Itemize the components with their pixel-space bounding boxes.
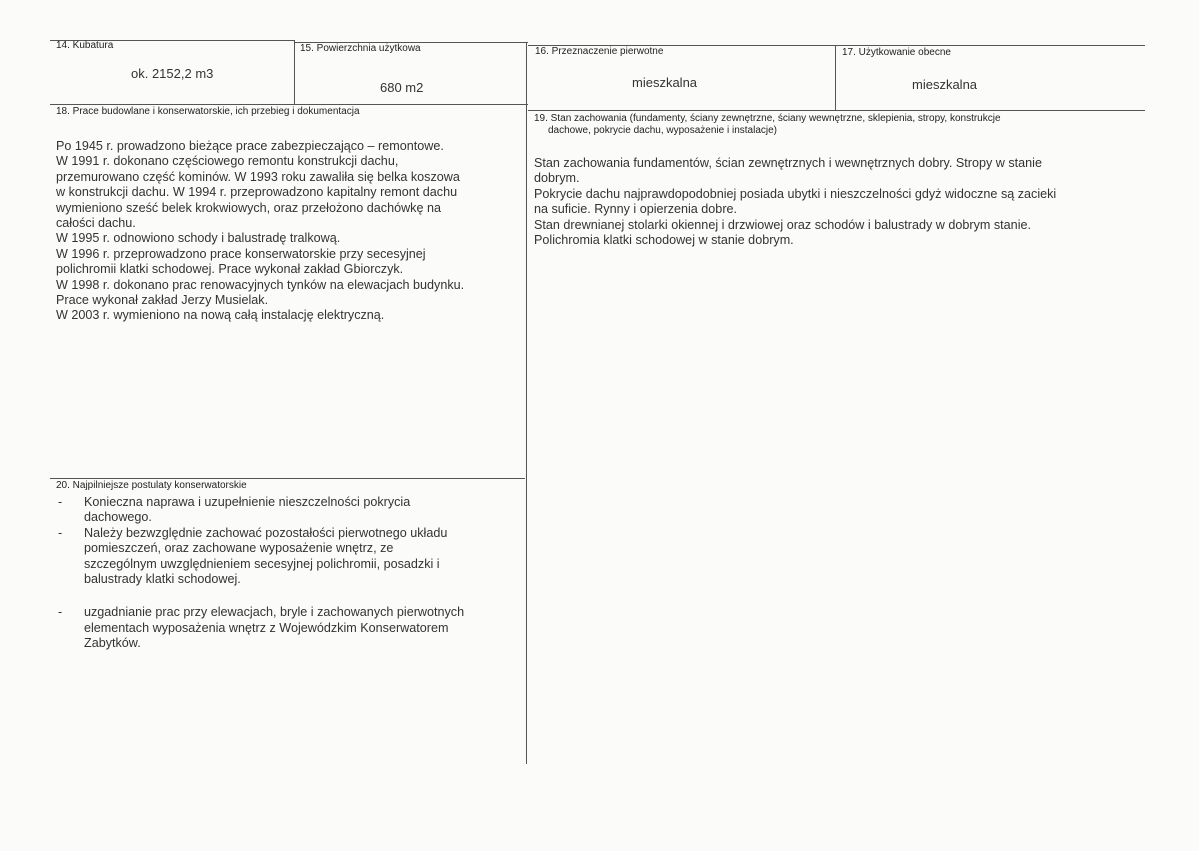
text-line: Konieczna naprawa i uzupełnienie nieszczelności pokrycia [84,495,411,509]
text-line: W 1996 r. przeprowadzono prace konserwatorskie przy secesyjnej [56,246,426,261]
list-item [58,526,523,588]
list-item [58,495,523,526]
divider-16-17 [835,45,836,110]
text-line: polichromii klatki schodowej. Prace wykonał zakład Gbiorczyk. [56,262,404,277]
text-line: pomieszczeń, oraz zachowane wyposażenie wnętrz, ze [84,541,394,556]
text-line: Pokrycie dachu najprawdopodobniej posiada ubytki i nieszczelności gdyż widoczne są zacieki [534,186,1057,201]
field-17-label: 17. Użytkowanie obecne [842,47,951,58]
text-line: Polichromia klatki schodowej w stanie dobrym. [534,233,794,248]
field-18-text [56,139,522,324]
field-18-label: 18. Prace budowlane i konserwatorskie, ich przebieg i dokumentacja [56,106,360,117]
text-line: Stan zachowania fundamentów, ścian zewnętrznych i wewnętrznych dobry. Stropy w stanie [534,156,1042,170]
field-16-label: 16. Przeznaczenie pierwotne [535,46,664,57]
field-15-value: 680 m2 [380,80,424,95]
bullet-dash: - [58,495,63,509]
field-20-label: 20. Najpilniejsze postulaty konserwatorskie [56,480,247,491]
text-line: elementach wyposażenia wnętrz z Wojewódzkim Konserwatorem [84,620,449,635]
text-line: całości dachu. [56,216,136,231]
field-15-label: 15. Powierzchnia użytkowa [300,43,421,54]
label-line: dachowe, pokrycie dachu, wyposażenie i instalacje) [548,125,778,136]
text-line: W 1995 r. odnowiono schody i balustradę tralkową. [56,231,341,246]
text-line: Po 1945 r. prowadzono bieżące prace zabezpieczająco – remontowe. [56,139,444,153]
text-line: dobrym. [534,171,580,186]
header-bottom-border [528,110,1145,111]
text-line: w konstrukcji dachu. W 1994 r. przeprowadzono kapitalny remont dachu [56,185,458,200]
field-16-value: mieszkalna [632,75,698,90]
text-line: W 2003 r. wymieniono na nową całą instalację elektryczną. [56,308,385,323]
section-20-top-border [50,478,525,479]
text-line: W 1991 r. dokonano częściowego remontu konstrukcji dachu, [56,154,399,169]
text-line: wymieniono sześć belek krokwiowych, oraz przełożono dachówkę na [56,200,441,215]
text-line: Zabytków. [84,636,141,651]
text-line: przemurowano część kominów. W 1993 roku zawaliła się belka koszowa [56,169,460,184]
text-line: W 1998 r. dokonano prac renowacyjnych tynków na elewacjach budynku. [56,277,465,292]
bullet-dash: - [58,525,63,540]
list-item [58,605,523,651]
field-19-label [534,113,1001,137]
text-line: dachowego. [84,510,152,525]
text-line: Prace wykonał zakład Jerzy Musielak. [56,293,269,308]
text-line: balustrady klatki schodowej. [84,572,241,587]
field-19-text [534,156,1134,248]
field-17-value: mieszkalna [912,77,978,92]
divider-14-15 [294,40,295,104]
divider-main [526,42,527,764]
header-bottom-border [50,104,528,105]
text-line: na suficie. Rynny i opierzenia dobre. [534,202,738,217]
text-line: szczególnym uwzględnieniem secesyjnej polichromii, posadzki i [84,556,440,571]
bullet-dash: - [58,605,63,620]
label-line: 19. Stan zachowania (fundamenty, ściany zewnętrzne, ściany wewnętrzne, sklepienia, stropy, konstrukcje [534,113,1001,124]
field-14-value: ok. 2152,2 m3 [131,66,214,81]
text-line: Stan drewnianej stolarki okiennej i drzwiowej oraz schodów i balustrady w dobrym stanie. [534,217,1031,232]
text-line: uzgadnianie prac przy elewacjach, bryle i zachowanych pierwotnych [84,605,465,620]
text-line: Należy bezwzględnie zachować pozostałości pierwotnego układu [84,525,448,540]
field-14-label: 14. Kubatura [56,40,114,51]
field-20-list [58,495,523,652]
